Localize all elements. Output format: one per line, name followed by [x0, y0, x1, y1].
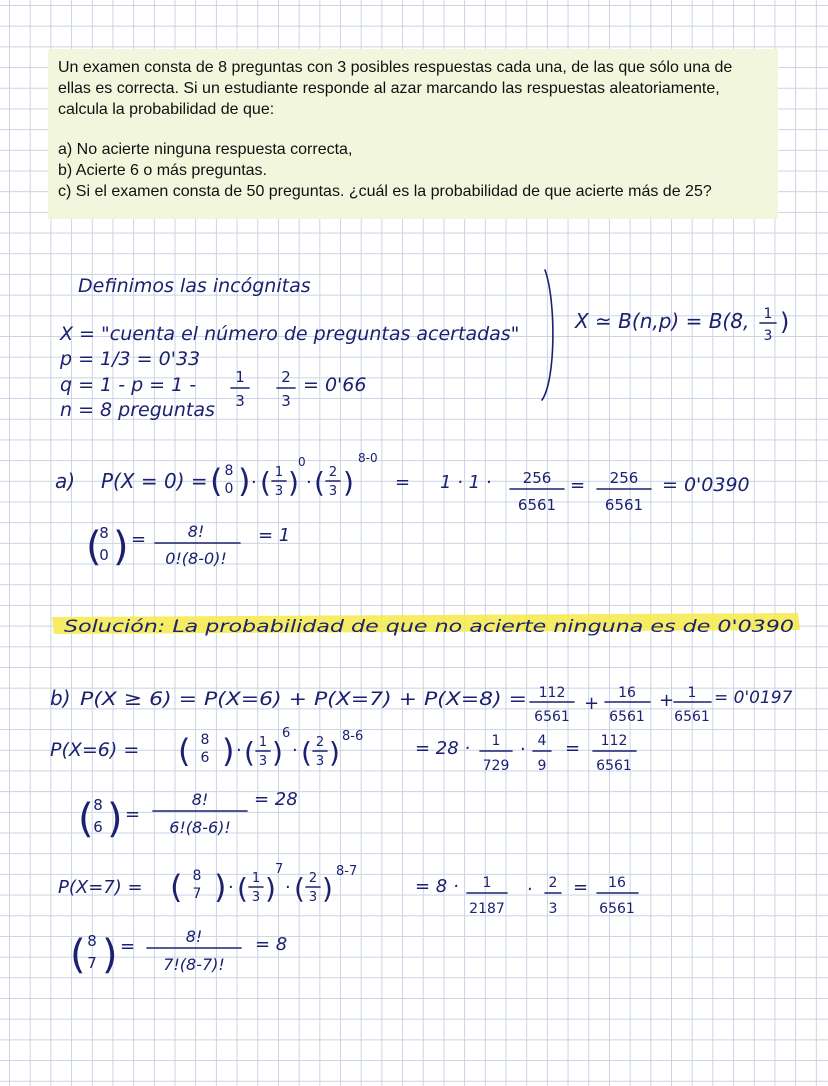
svg-text:3: 3 — [308, 890, 318, 905]
p-x-6-lhs: P(X=6) = — [50, 739, 140, 761]
svg-text:(: ( — [178, 732, 191, 770]
svg-text:8!: 8! — [187, 522, 205, 541]
svg-text:(: ( — [86, 524, 102, 570]
svg-text:·: · — [292, 740, 298, 761]
svg-text:7!(8-7)!: 7!(8-7)! — [163, 955, 225, 974]
svg-text:(: ( — [78, 796, 94, 842]
svg-text:): ) — [102, 932, 118, 978]
part-a-result: = 0'0390 — [662, 474, 750, 496]
svg-text:3: 3 — [274, 484, 284, 499]
svg-text:3: 3 — [328, 484, 338, 499]
svg-text:3: 3 — [763, 328, 773, 344]
svg-text:(: ( — [70, 932, 86, 978]
fraction-1-3-q — [231, 368, 249, 410]
fraction-1-2187 — [467, 875, 507, 917]
svg-text:6: 6 — [200, 750, 210, 766]
svg-text:=: = — [125, 804, 141, 825]
svg-text:6561: 6561 — [596, 758, 632, 774]
fraction-2-3-q — [277, 368, 295, 410]
fraction-16-6561 — [597, 875, 638, 917]
svg-text:·: · — [228, 877, 234, 898]
problem-text: Un examen consta de 8 preguntas con 3 posibles respuestas cada una, de las que sólo una de ellas es correcta. Si un estudiante responde al azar marcando las respuestas aleatoriamente, calcula la probabilidad de que: — [58, 59, 733, 118]
svg-text:8: 8 — [87, 932, 97, 950]
svg-text:=: = — [131, 529, 147, 550]
svg-text:8!: 8! — [185, 927, 203, 946]
problem-item-c: c) Si el examen consta de 50 preguntas. ¿cuál es la probabilidad de que acierte más de 25? — [58, 183, 712, 200]
svg-text:6561: 6561 — [609, 709, 645, 725]
svg-text:(: ( — [314, 466, 325, 499]
svg-text:1: 1 — [687, 685, 697, 701]
svg-text:1: 1 — [763, 306, 773, 322]
svg-text:): ) — [272, 736, 283, 769]
p-x-7-factor: = 8 · — [415, 876, 459, 897]
definition-x: X = "cuenta el número de preguntas acertadas" — [60, 323, 520, 345]
svg-text:2187: 2187 — [469, 901, 505, 917]
svg-text:1: 1 — [235, 368, 245, 386]
svg-text:6561: 6561 — [604, 496, 644, 514]
svg-text:3: 3 — [258, 754, 268, 769]
fraction-1-3-power-6 — [244, 726, 290, 769]
fraction-1-6561-sum — [674, 685, 711, 725]
svg-text:6: 6 — [282, 726, 291, 741]
definition-q-value: = 0'66 — [303, 374, 367, 396]
svg-text:): ) — [265, 872, 276, 905]
svg-text:): ) — [238, 462, 251, 500]
brace-line — [542, 270, 553, 400]
svg-text:3: 3 — [235, 392, 245, 410]
svg-text:·: · — [236, 740, 242, 761]
svg-text:8: 8 — [99, 524, 109, 542]
fraction-2-3-power-8-0 — [314, 451, 378, 499]
fraction-112-6561-sum — [530, 685, 574, 725]
fraction-16-6561-sum — [605, 685, 650, 725]
svg-text:6561: 6561 — [517, 496, 557, 514]
part-a-factors: 1 · 1 · — [440, 472, 492, 493]
svg-text:8: 8 — [192, 868, 202, 884]
part-a-lhs: P(X = 0) = — [101, 469, 208, 493]
definition-q: q = 1 - p = 1 - — [60, 374, 197, 396]
svg-text:0: 0 — [224, 481, 234, 497]
svg-text:1: 1 — [482, 875, 492, 891]
svg-text:·: · — [306, 472, 312, 493]
svg-text:1: 1 — [274, 465, 284, 480]
svg-text:3: 3 — [315, 754, 325, 769]
binomial-8-0 — [210, 462, 250, 500]
svg-text:256: 256 — [522, 469, 552, 487]
svg-text:112: 112 — [600, 733, 628, 749]
svg-text:2: 2 — [315, 735, 325, 750]
svg-text:+: + — [659, 690, 675, 711]
svg-text:2: 2 — [281, 368, 291, 386]
part-a-solution: Solución: La probabilidad de que no acierte ninguna es de 0'0390 — [64, 617, 794, 637]
definitions-heading: Definimos las incógnitas — [78, 275, 311, 297]
svg-text:): ) — [222, 732, 235, 770]
svg-text:=: = — [573, 877, 589, 898]
binomial-8-7-expansion — [70, 927, 287, 978]
svg-text:1: 1 — [258, 735, 268, 750]
svg-text:7: 7 — [192, 886, 202, 902]
svg-text:(: ( — [260, 466, 271, 499]
svg-text:8-6: 8-6 — [342, 729, 364, 744]
part-b-expression: P(X ≥ 6) = P(X=6) + P(X=7) + P(X=8) = — [80, 688, 527, 710]
svg-text:8: 8 — [224, 463, 234, 479]
svg-text:8: 8 — [200, 732, 210, 748]
svg-text:6561: 6561 — [674, 709, 710, 725]
fraction-2-3-power-8-7 — [294, 864, 357, 905]
fraction-256-6561-first — [510, 469, 564, 514]
svg-text:(: ( — [210, 462, 223, 500]
svg-text:2: 2 — [308, 871, 318, 886]
binomial-8-6 — [178, 732, 234, 770]
svg-text:6561: 6561 — [534, 709, 570, 725]
svg-text:6!(8-6)!: 6!(8-6)! — [169, 818, 231, 837]
svg-text:(: ( — [237, 872, 248, 905]
fraction-1-3-power-7 — [237, 862, 283, 905]
svg-text:): ) — [214, 868, 227, 906]
svg-text:729: 729 — [482, 758, 510, 774]
svg-text:16: 16 — [608, 875, 626, 891]
svg-text:= 1: = 1 — [258, 525, 291, 546]
svg-text:0!(8-0)!: 0!(8-0)! — [165, 549, 227, 568]
svg-text:): ) — [113, 524, 129, 570]
binomial-8-0-expansion — [86, 522, 290, 570]
fraction-2-3-b7 — [545, 875, 561, 917]
svg-text:(: ( — [301, 736, 312, 769]
svg-text:16: 16 — [618, 685, 636, 701]
svg-text:1: 1 — [251, 871, 261, 886]
problem-item-b: b) Acierte 6 o más preguntas. — [58, 162, 267, 179]
svg-text:): ) — [288, 466, 299, 499]
svg-text:2: 2 — [548, 875, 558, 891]
p-x-6-factor: = 28 · — [415, 738, 471, 759]
svg-text:): ) — [329, 736, 340, 769]
svg-text:·: · — [285, 877, 291, 898]
svg-text:2: 2 — [328, 465, 338, 480]
svg-text:(: ( — [294, 872, 305, 905]
svg-text:7: 7 — [87, 954, 97, 972]
svg-text:3: 3 — [251, 890, 261, 905]
svg-text:+: + — [584, 693, 600, 714]
svg-text:= 8: = 8 — [255, 934, 288, 955]
svg-text:7: 7 — [275, 862, 284, 877]
svg-text:(: ( — [170, 868, 183, 906]
binomial-8-7 — [170, 868, 226, 906]
svg-text:(: ( — [244, 736, 255, 769]
definition-n: n = 8 preguntas — [60, 399, 215, 421]
part-b-label: b) — [50, 686, 71, 710]
problem-item-a: a) No acierte ninguna respuesta correcta, — [58, 141, 353, 158]
svg-text:8-7: 8-7 — [336, 864, 358, 879]
svg-text:8!: 8! — [191, 790, 209, 809]
svg-text:9: 9 — [537, 758, 547, 774]
svg-text:6561: 6561 — [599, 901, 635, 917]
svg-text:= 28: = 28 — [254, 789, 298, 810]
svg-text:·: · — [251, 472, 257, 493]
svg-text:112: 112 — [538, 685, 566, 701]
svg-text:256: 256 — [609, 469, 639, 487]
p-x-7-lhs: P(X=7) = — [58, 877, 143, 898]
svg-text:): ) — [343, 466, 354, 499]
fraction-2-3-power-8-6 — [301, 729, 363, 769]
binomial-8-6-expansion — [78, 789, 298, 842]
svg-text:·: · — [527, 879, 533, 900]
part-a-label: a) — [55, 469, 76, 493]
svg-text:1: 1 — [491, 733, 501, 749]
svg-text:=: = — [120, 936, 136, 957]
svg-text:3: 3 — [281, 392, 291, 410]
svg-text:=: = — [395, 472, 411, 493]
fraction-112-6561 — [593, 733, 636, 774]
svg-text:·: · — [520, 739, 526, 760]
svg-text:6: 6 — [93, 818, 103, 836]
fraction-1-3-distribution — [760, 306, 776, 344]
svg-text:0: 0 — [99, 546, 109, 564]
svg-text:=: = — [570, 475, 586, 496]
distribution-definition: X ≃ B(n,p) = B(8, — [575, 309, 750, 333]
part-b-total: = 0'0197 — [714, 688, 793, 708]
svg-text:0: 0 — [298, 455, 306, 469]
svg-text:8-0: 8-0 — [358, 451, 378, 465]
svg-text:): ) — [107, 796, 123, 842]
svg-text:8: 8 — [93, 796, 103, 814]
svg-text:): ) — [322, 872, 333, 905]
definition-p: p = 1/3 = 0'33 — [60, 348, 201, 370]
fraction-256-6561-second — [597, 469, 651, 514]
fraction-4-9 — [533, 733, 551, 774]
svg-text:3: 3 — [548, 901, 558, 917]
svg-text:): ) — [780, 308, 790, 336]
fraction-1-3-power-0 — [260, 455, 306, 499]
fraction-1-729 — [480, 733, 512, 774]
svg-text:4: 4 — [537, 733, 547, 749]
svg-text:=: = — [565, 738, 581, 759]
